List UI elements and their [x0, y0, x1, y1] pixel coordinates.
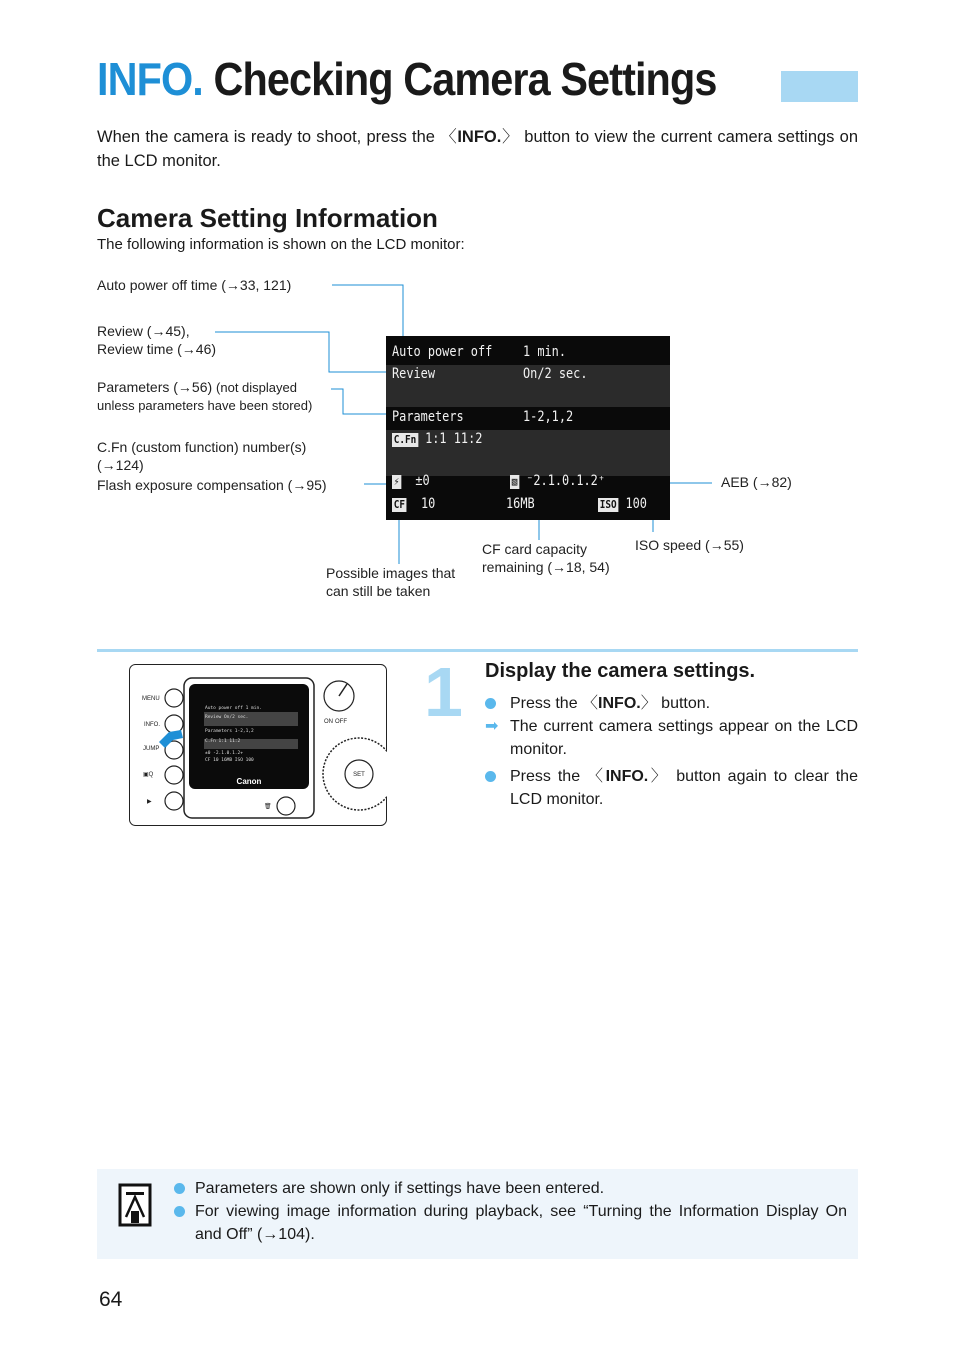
- lcd-review-value: On/2 sec.: [523, 366, 588, 382]
- lcd-parameters-label: Parameters: [392, 409, 464, 425]
- lcd-cf-row: [392, 496, 435, 512]
- step-b3-button: INFO.: [605, 768, 649, 785]
- lcd-aeb-value: ⁻2.1.0.1.2⁺: [526, 473, 606, 489]
- svg-text:C.Fn 1:1 11:2: C.Fn 1:1 11:2: [205, 739, 241, 744]
- lcd-aeb-row: [510, 473, 605, 489]
- callout-possible-line1: Possible images that: [326, 565, 456, 581]
- svg-text:INFO.: INFO.: [144, 722, 160, 728]
- callout-params-line2: unless parameters have been stored): [97, 398, 313, 413]
- title-prefix: INFO.: [97, 53, 203, 105]
- note-text-2: For viewing image information during playback, see “Turning the Information Display On and Off” (→104).: [195, 1203, 847, 1243]
- camera-lcd-screen: [189, 684, 309, 789]
- svg-text:CF 10 16MB ISO 100: CF 10 16MB ISO 100: [205, 758, 254, 763]
- step-b3-post: 〉 button again to clear the LCD monitor.: [510, 768, 858, 808]
- svg-text:ON: ON: [324, 719, 333, 725]
- svg-text:🗑: 🗑: [264, 804, 272, 810]
- note-item-2: [174, 1200, 847, 1246]
- svg-text:±0 -2.1.0.1.2+: ±0 -2.1.0.1.2+: [205, 751, 243, 756]
- leader-lines: [0, 0, 954, 620]
- lcd-capacity-unit: MB: [520, 496, 535, 512]
- lcd-display: [386, 336, 670, 520]
- leader-parameters: [331, 389, 386, 414]
- set-button: SET: [353, 772, 365, 778]
- svg-text:Review On/2 sec.: Review On/2 sec.: [205, 715, 249, 720]
- leader-auto-power: [332, 285, 403, 342]
- lcd-images-value: 10: [420, 496, 436, 512]
- note-item-1: [174, 1177, 847, 1200]
- camera-brand: Canon: [236, 777, 262, 786]
- result-arrow-icon: ➡: [485, 718, 499, 735]
- step-b1-button: INFO.: [598, 695, 641, 712]
- step-b3-pre: Press the 〈: [510, 768, 606, 785]
- callout-possible-line2: can still be taken: [326, 583, 431, 599]
- callout-cf-line2: remaining (→18, 54): [482, 559, 610, 575]
- callout-params-note: (not displayed: [216, 380, 297, 395]
- leader-review: [215, 332, 386, 372]
- step-bullet-1: [485, 692, 858, 715]
- lcd-cfn-value: 1:1 11:2: [425, 431, 483, 447]
- bullet-dot-icon: [174, 1200, 185, 1224]
- svg-text:OFF: OFF: [335, 719, 347, 725]
- lcd-flash-row: [392, 473, 430, 489]
- lcd-cfn-row: [392, 431, 482, 447]
- step-b1-post: 〉 button.: [640, 695, 711, 712]
- callout-flash: Flash exposure compensation (→95): [97, 477, 327, 493]
- bullet-dot-icon: [485, 765, 505, 789]
- lcd-capacity-value: 16: [506, 496, 521, 512]
- section-divider: [97, 649, 858, 652]
- step-title: Display the camera settings.: [485, 660, 756, 682]
- callout-aeb: AEB (→82): [721, 474, 792, 490]
- lcd-review-label: Review: [392, 366, 435, 382]
- step-bullet-3: [485, 765, 858, 811]
- lcd-capacity-row: [506, 496, 535, 512]
- aeb-icon: ▧: [511, 475, 518, 488]
- memo-icon: [118, 1183, 152, 1227]
- flash-comp-icon: ⚡: [393, 475, 400, 488]
- title-main: Checking Camera Settings: [213, 53, 717, 105]
- lcd-auto-power-value: 1 min.: [523, 344, 566, 360]
- callout-review-line2: Review time (→46): [97, 341, 217, 357]
- lcd-auto-power-label: Auto power off: [392, 344, 493, 360]
- callout-iso: ISO speed (→55): [635, 537, 744, 553]
- step-number: 1: [424, 653, 463, 731]
- lcd-flash-value: ±0: [415, 473, 430, 489]
- page-number: 64: [99, 1288, 123, 1311]
- svg-text:MENU: MENU: [142, 696, 160, 702]
- callout-cfn-line2: (→124): [97, 457, 144, 473]
- cfn-badge: C.Fn: [393, 433, 417, 446]
- svg-text:Parameters 1-2,1,2: Parameters 1-2,1,2: [205, 729, 254, 734]
- callout-auto-power: Auto power off time (→33, 121): [97, 277, 292, 293]
- callout-params-line1: Parameters (→56): [97, 379, 217, 395]
- callout-review-line1: Review (→45),: [97, 323, 190, 339]
- intro-text-1: When the camera is ready to shoot, press the 〈: [97, 128, 458, 146]
- step-b2-text: The current camera settings appear on the LCD monitor.: [510, 718, 858, 758]
- lcd-iso-value: 100: [625, 496, 647, 512]
- step-b1-pre: Press the 〈: [510, 695, 599, 712]
- svg-text:Auto power off 1 min.: Auto power off 1 min.: [205, 706, 262, 711]
- camera-back-illustration: [129, 664, 387, 826]
- section-subtitle: The following information is shown on the LCD monitor:: [97, 236, 465, 253]
- lcd-iso-row: [598, 496, 647, 512]
- bullet-dot-icon: [485, 692, 505, 716]
- svg-text:▶: ▶: [147, 799, 152, 805]
- callout-cf-line1: CF card capacity: [482, 541, 588, 557]
- intro-button-name: INFO.: [457, 128, 502, 146]
- svg-text:JUMP: JUMP: [143, 746, 160, 752]
- intro-text-2: 〉 button to view the current camera settings on the LCD monitor.: [97, 128, 858, 170]
- bullet-dot-icon: [174, 1177, 185, 1201]
- svg-text:▣Q: ▣Q: [143, 772, 154, 778]
- cf-badge: CF: [393, 498, 405, 511]
- callout-cfn-line1: C.Fn (custom function) number(s): [97, 439, 307, 455]
- section-heading: Camera Setting Information: [97, 203, 438, 233]
- iso-badge: ISO: [599, 498, 617, 511]
- lcd-parameters-value: 1-2,1,2: [523, 409, 574, 425]
- note-text-1: Parameters are shown only if settings have been entered.: [195, 1180, 605, 1197]
- step-bullet-2: [485, 715, 858, 761]
